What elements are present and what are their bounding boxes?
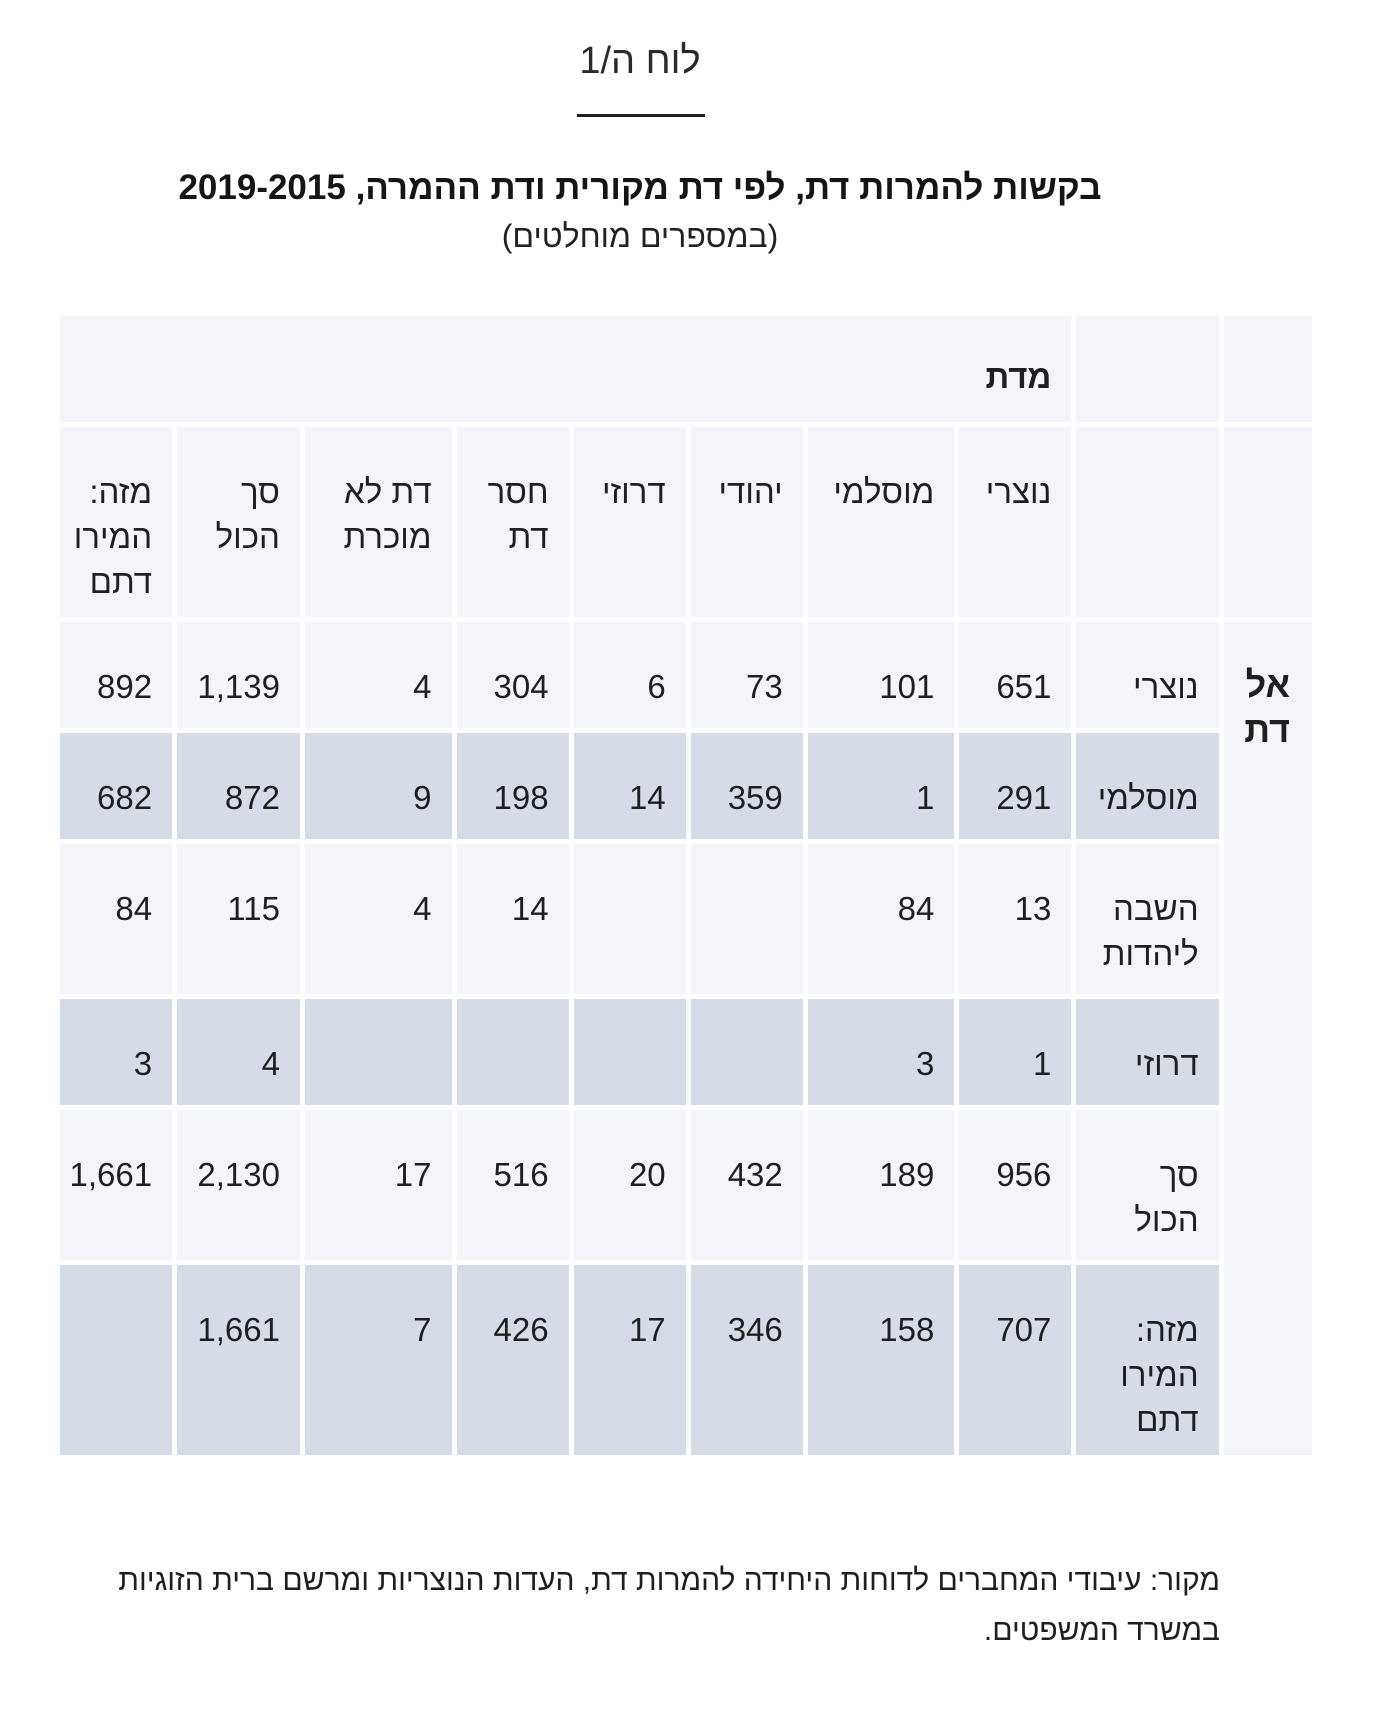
corner-cell: [1224, 427, 1312, 617]
corner-cell: [1224, 316, 1312, 422]
table-cell: 101: [808, 622, 955, 728]
table-row: [60, 1110, 1312, 1260]
column-header: דת לא מוכרת: [305, 427, 452, 617]
table-cell: 115: [177, 844, 300, 994]
table-cell: 9: [305, 733, 452, 839]
column-header: יהודי: [691, 427, 803, 617]
table-cell: [691, 999, 803, 1105]
table-cell: 158: [808, 1265, 955, 1455]
table-cell: 17: [574, 1265, 686, 1455]
table-cell: 359: [691, 733, 803, 839]
column-header: מזה: המירו דתם: [60, 427, 172, 617]
column-header-row: [60, 427, 1312, 617]
title-divider: [577, 114, 705, 117]
conversion-table: [55, 311, 1317, 1460]
table-cell: 84: [60, 844, 172, 994]
column-header: מוסלמי: [808, 427, 955, 617]
table-cell: 1,139: [177, 622, 300, 728]
table-number: לוח ה/1: [579, 40, 701, 82]
column-header: חסר דת: [457, 427, 569, 617]
table-cell: 872: [177, 733, 300, 839]
table-cell: 682: [60, 733, 172, 839]
table-cell: 13: [959, 844, 1071, 994]
table-cell: 4: [305, 622, 452, 728]
row-label: מוסלמי: [1076, 733, 1218, 839]
table-cell: 198: [457, 733, 569, 839]
column-header: נוצרי: [959, 427, 1071, 617]
table-cell: [574, 999, 686, 1105]
table-cell: 1: [959, 999, 1071, 1105]
table-cell: 3: [808, 999, 955, 1105]
table-cell: 14: [574, 733, 686, 839]
table-cell: 892: [60, 622, 172, 728]
row-label: מזה: המירו דתם: [1076, 1265, 1218, 1455]
table-cell: 20: [574, 1110, 686, 1260]
table-subtitle: (במספרים מוחלטים): [501, 218, 779, 254]
table-row: [60, 622, 1312, 728]
table-cell: 1: [808, 733, 955, 839]
table-cell: [574, 844, 686, 994]
table-cell: 956: [959, 1110, 1071, 1260]
row-label: השבה ליהדות: [1076, 844, 1218, 994]
table-cell: 4: [177, 999, 300, 1105]
table-cell: 7: [305, 1265, 452, 1455]
table-cell: 651: [959, 622, 1071, 728]
column-header: דרוזי: [574, 427, 686, 617]
corner-cell: [1076, 316, 1218, 422]
table-row: [60, 733, 1312, 839]
table-cell: 189: [808, 1110, 955, 1260]
table-cell: 14: [457, 844, 569, 994]
table-cell: 516: [457, 1110, 569, 1260]
table-cell: 3: [60, 999, 172, 1105]
table-cell: 73: [691, 622, 803, 728]
table-cell: 1,661: [177, 1265, 300, 1455]
table-cell: [60, 1265, 172, 1455]
row-label: נוצרי: [1076, 622, 1218, 728]
table-row: [60, 844, 1312, 994]
row-label: סך הכול: [1076, 1110, 1218, 1260]
table-cell: [691, 844, 803, 994]
table-cell: [305, 999, 452, 1105]
table-cell: 291: [959, 733, 1071, 839]
table-title: בקשות להמרות דת, לפי דת מקורית ודת ההמרה, 2019-2015: [178, 168, 1102, 207]
from-religion-header: מדת: [60, 316, 1071, 422]
table-row: [60, 1265, 1312, 1455]
table-cell: 4: [305, 844, 452, 994]
table-cell: 304: [457, 622, 569, 728]
table-cell: 2,130: [177, 1110, 300, 1260]
table-cell: [457, 999, 569, 1105]
table-cell: 432: [691, 1110, 803, 1260]
table-cell: 17: [305, 1110, 452, 1260]
corner-cell: [1076, 427, 1218, 617]
to-religion-header: אל דת: [1224, 622, 1312, 1455]
table-cell: 1,661: [60, 1110, 172, 1260]
table-row: [60, 999, 1312, 1105]
table-cell: 346: [691, 1265, 803, 1455]
column-header: סך הכול: [177, 427, 300, 617]
row-label: דרוזי: [1076, 999, 1218, 1105]
table-cell: 707: [959, 1265, 1071, 1455]
table-cell: 6: [574, 622, 686, 728]
source-note: מקור: עיבודי המחברים לדוחות היחידה להמרות דת, העדות הנוצריות ומרשם ברית הזוגיות במשרד המשפטים.: [118, 1564, 1220, 1647]
table-cell: 84: [808, 844, 955, 994]
header-row-top: [60, 316, 1312, 422]
table-cell: 426: [457, 1265, 569, 1455]
